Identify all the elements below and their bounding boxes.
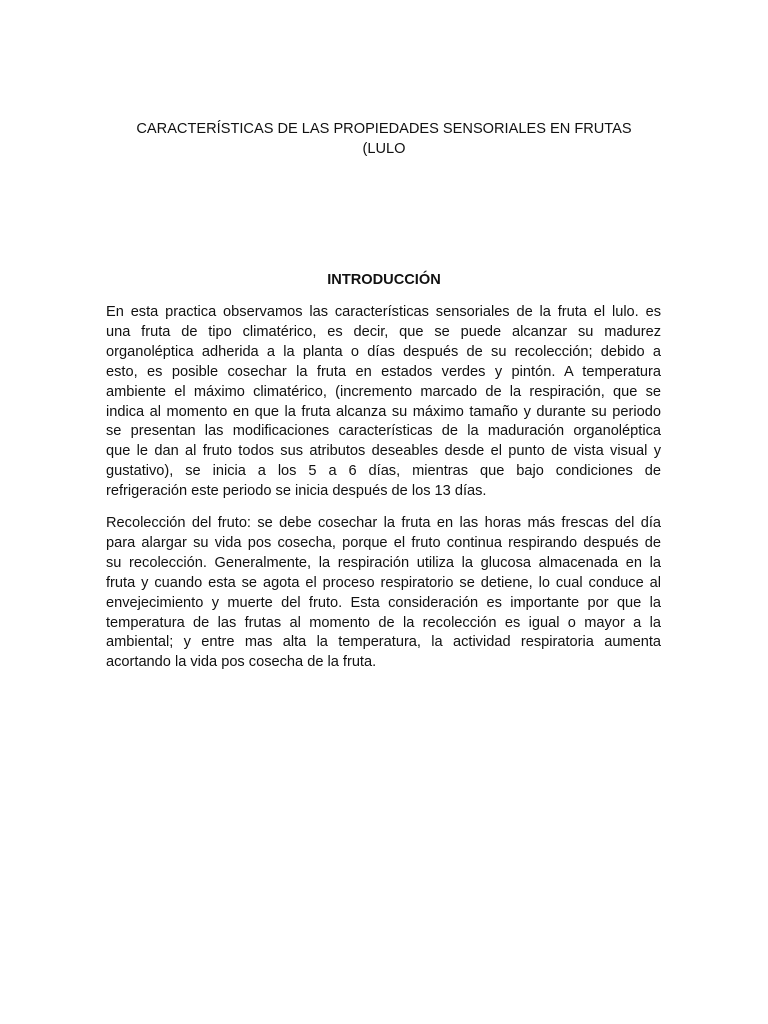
paragraph-line: su recolección. Generalmente, la respiración utiliza la glucosa almacenada en la <box>106 554 661 571</box>
paragraph-line: ambiental; y entre mas alta la temperatura, la actividad respiratoria aumenta <box>106 634 661 651</box>
paragraph-line: se presentan las modificaciones características de la maduración organoléptica <box>106 423 661 440</box>
paragraph-2 <box>106 514 661 673</box>
paragraph-line: fruta y cuando esta se agota el proceso respiratorio se detiene, lo cual conduce al <box>106 574 661 591</box>
paragraph-line: Recolección del fruto: se debe cosechar la fruta en las horas más frescas del día <box>106 515 661 531</box>
paragraph-line: una fruta de tipo climatérico, es decir, que se puede alcanzar su madurez <box>106 323 661 340</box>
paragraph-line: que le dan al fruto todos sus atributos deseables desde el punto de vista visual y <box>106 443 661 460</box>
document-title <box>100 119 668 159</box>
paragraph-line: indica al momento en que la fruta alcanza su máximo tamaño y durante su periodo <box>106 403 661 420</box>
paragraph-line: gustativo), se inicia a los 5 a 6 días, mientras que bajo condiciones de <box>106 463 661 480</box>
paragraph-1 <box>106 303 661 502</box>
paragraph-line: esto, es posible cosechar la fruta en estados verdes y pintón. A temperatura <box>106 363 661 380</box>
paragraph-line: temperatura de las frutas al momento de la recolección es igual o mayor a la <box>106 614 661 631</box>
section-heading-introduccion: INTRODUCCIÓN <box>327 272 441 288</box>
paragraph-line: envejecimiento y muerte del fruto. Esta consideración es importante por que la <box>106 594 661 611</box>
paragraph-line: organoléptica adherida a la planta o días después de su recolección; debido a <box>106 343 661 360</box>
paragraph-line: En esta practica observamos las características sensoriales de la fruta el lulo. es <box>106 304 661 320</box>
title-line-2: (LULO <box>362 141 406 157</box>
paragraph-line: refrigeración este periodo se inicia después de los 13 días. <box>106 483 487 500</box>
paragraph-line: ambiente el máximo climatérico, (incremento marcado de la respiración, que se <box>106 383 661 400</box>
title-line-1: CARACTERÍSTICAS DE LAS PROPIEDADES SENSORIALES EN FRUTAS <box>136 121 632 137</box>
paragraph-line: para alargar su vida pos cosecha, porque el fruto continua respirando después de <box>106 534 661 551</box>
paragraph-line: acortando la vida pos cosecha de la fruta. <box>106 654 377 671</box>
